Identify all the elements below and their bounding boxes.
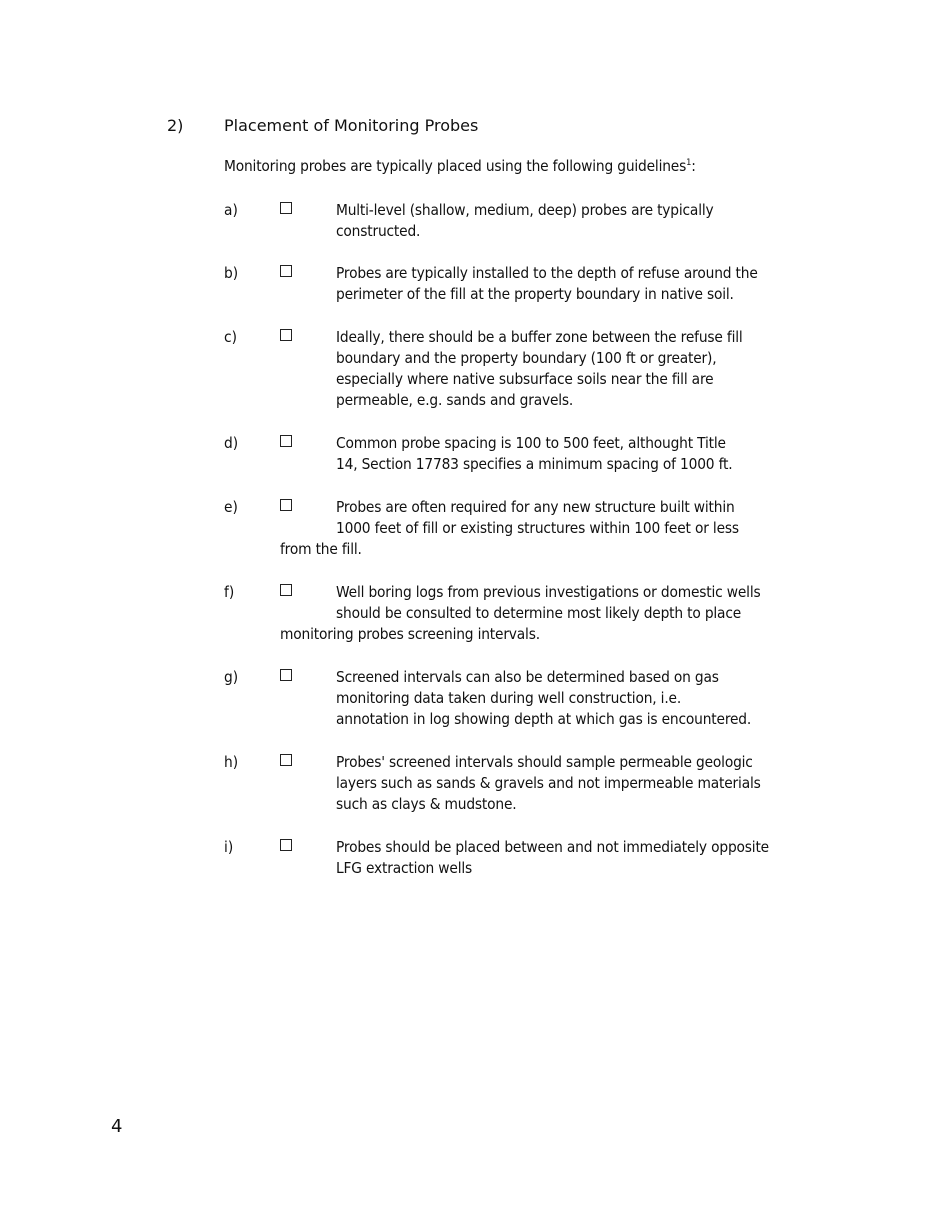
item-text-line: constructed. [336,222,421,240]
intro-paragraph [224,156,696,177]
item-label: h) [224,753,239,771]
item-label: d) [224,434,239,452]
checkbox-icon [280,329,292,341]
item-text-line: Screened intervals can also be determined based on gas [336,668,719,686]
item-text-line: Well boring logs from previous investigations or domestic wells [336,583,761,601]
checkbox-icon [280,499,292,511]
item-text-line: Probes should be placed between and not immediately opposite [336,838,769,856]
item-label: e) [224,498,238,516]
checkbox-icon [280,435,292,447]
item-label: f) [224,583,235,601]
item-text-line: 1000 feet of fill or existing structures within 100 feet or less [336,519,739,537]
item-label: i) [224,838,234,856]
item-text-line: layers such as sands & gravels and not impermeable materials [336,774,761,792]
item-text-line: Probes' screened intervals should sample permeable geologic [336,753,753,771]
footnote-marker: 1 [686,158,692,168]
section-title: Placement of Monitoring Probes [224,116,479,135]
item-text-line: Probes are often required for any new structure built within [336,498,735,516]
item-text-line: LFG extraction wells [336,859,473,877]
page-number: 4 [111,1116,123,1137]
item-text-line: Ideally, there should be a buffer zone between the refuse fill [336,328,743,346]
item-label: b) [224,264,239,282]
item-text-line: from the fill. [280,540,362,558]
item-text-line: monitoring data taken during well construction, i.e. [336,689,682,707]
item-text-line: boundary and the property boundary (100 ft or greater), [336,349,717,367]
item-label: g) [224,668,239,686]
item-text-line: especially where native subsurface soils near the fill are [336,370,714,388]
item-text-line: Probes are typically installed to the depth of refuse around the [336,264,758,282]
item-text-line: should be consulted to determine most likely depth to place [336,604,742,622]
item-text-line: annotation in log showing depth at which gas is encountered. [336,710,752,728]
intro-text: Monitoring probes are typically placed using the following guidelines [224,157,687,175]
checkbox-icon [280,584,292,596]
checkbox-icon [280,669,292,681]
checkbox-icon [280,202,292,214]
checkbox-icon [280,265,292,277]
item-text-line: Multi-level (shallow, medium, deep) probes are typically [336,201,714,219]
item-text-line: such as clays & mudstone. [336,795,517,813]
item-text-line: Common probe spacing is 100 to 500 feet, althought Title [336,434,726,452]
item-text-line: perimeter of the fill at the property boundary in native soil. [336,285,734,303]
item-text-line: permeable, e.g. sands and gravels. [336,391,574,409]
checkbox-icon [280,839,292,851]
intro-suffix: : [691,157,696,175]
checkbox-icon [280,754,292,766]
item-text-line: monitoring probes screening intervals. [280,625,540,643]
item-label: c) [224,328,237,346]
item-label: a) [224,201,238,219]
item-text-line: 14, Section 17783 specifies a minimum spacing of 1000 ft. [336,455,733,473]
section-number: 2) [167,116,184,135]
